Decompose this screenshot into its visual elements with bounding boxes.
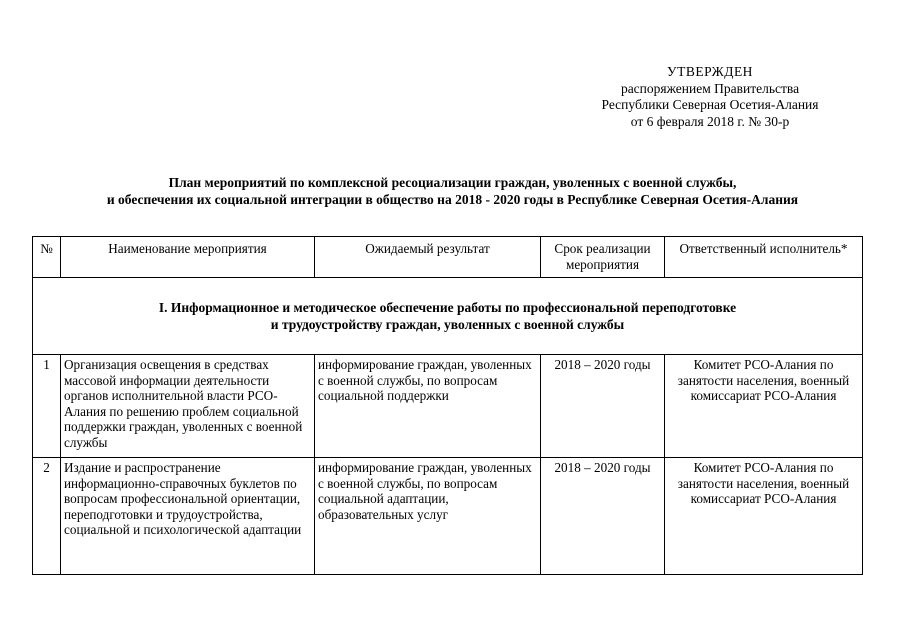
cell-name: Организация освещения в средствах массовой информации деятельности органов исполнительной власти РСО-Алания по решению проблем социальной поддержки граждан, уволенных с военной службы [61,355,315,458]
cell-term: 2018 – 2020 годы [541,458,665,575]
section-heading [33,278,863,355]
cell-executor: Комитет РСО-Алания по занятости населения, военный комиссариат РСО-Алания [665,458,863,575]
approval-line: распоряжением Правительства [620,80,800,96]
plan-table [32,236,863,575]
cell-num: 1 [33,355,61,458]
cell-result: информирование граждан, уволенных с военной службы, по вопросам социальной поддержки [315,355,541,458]
cell-result: информирование граждан, уволенных с военной службы, по вопросам социальной адаптации, образовательных услуг [315,458,541,575]
approval-stamp [560,64,860,130]
table-row [33,458,863,575]
title-line: План мероприятий по комплексной ресоциализации граждан, уволенных с военной службы, [168,175,737,190]
table-header-row [33,237,863,278]
header-term: Срок реализации мероприятия [541,237,665,278]
approval-heading: УТВЕРЖДЕН [667,64,753,79]
section-line: I. Информационное и методическое обеспечение работы по профессиональной переподготовке [158,300,737,315]
header-name: Наименование мероприятия [61,237,315,278]
section-row [33,278,863,355]
document-title [20,174,885,208]
header-executor: Ответственный исполнитель* [665,237,863,278]
header-num: № [33,237,61,278]
cell-executor: Комитет РСО-Алания по занятости населения, военный комиссариат РСО-Алания [665,355,863,458]
approval-line: Республики Северная Осетия-Алания [601,97,819,112]
approval-date: от 6 февраля 2018 г. № 30-р [630,113,790,129]
section-line: и трудоустройству граждан, уволенных с военной службы [270,317,625,332]
header-result: Ожидаемый результат [315,237,541,278]
cell-term: 2018 – 2020 годы [541,355,665,458]
cell-num: 2 [33,458,61,575]
table-row [33,355,863,458]
title-line: и обеспечения их социальной интеграции в общество на 2018 - 2020 годы в Республике Северная Осетия-Алания [106,192,799,207]
cell-name: Издание и распространение информационно-справочных буклетов по вопросам профессиональной ориентации, переподготовки и трудоустройства, социальной и психологической адаптации [61,458,315,575]
